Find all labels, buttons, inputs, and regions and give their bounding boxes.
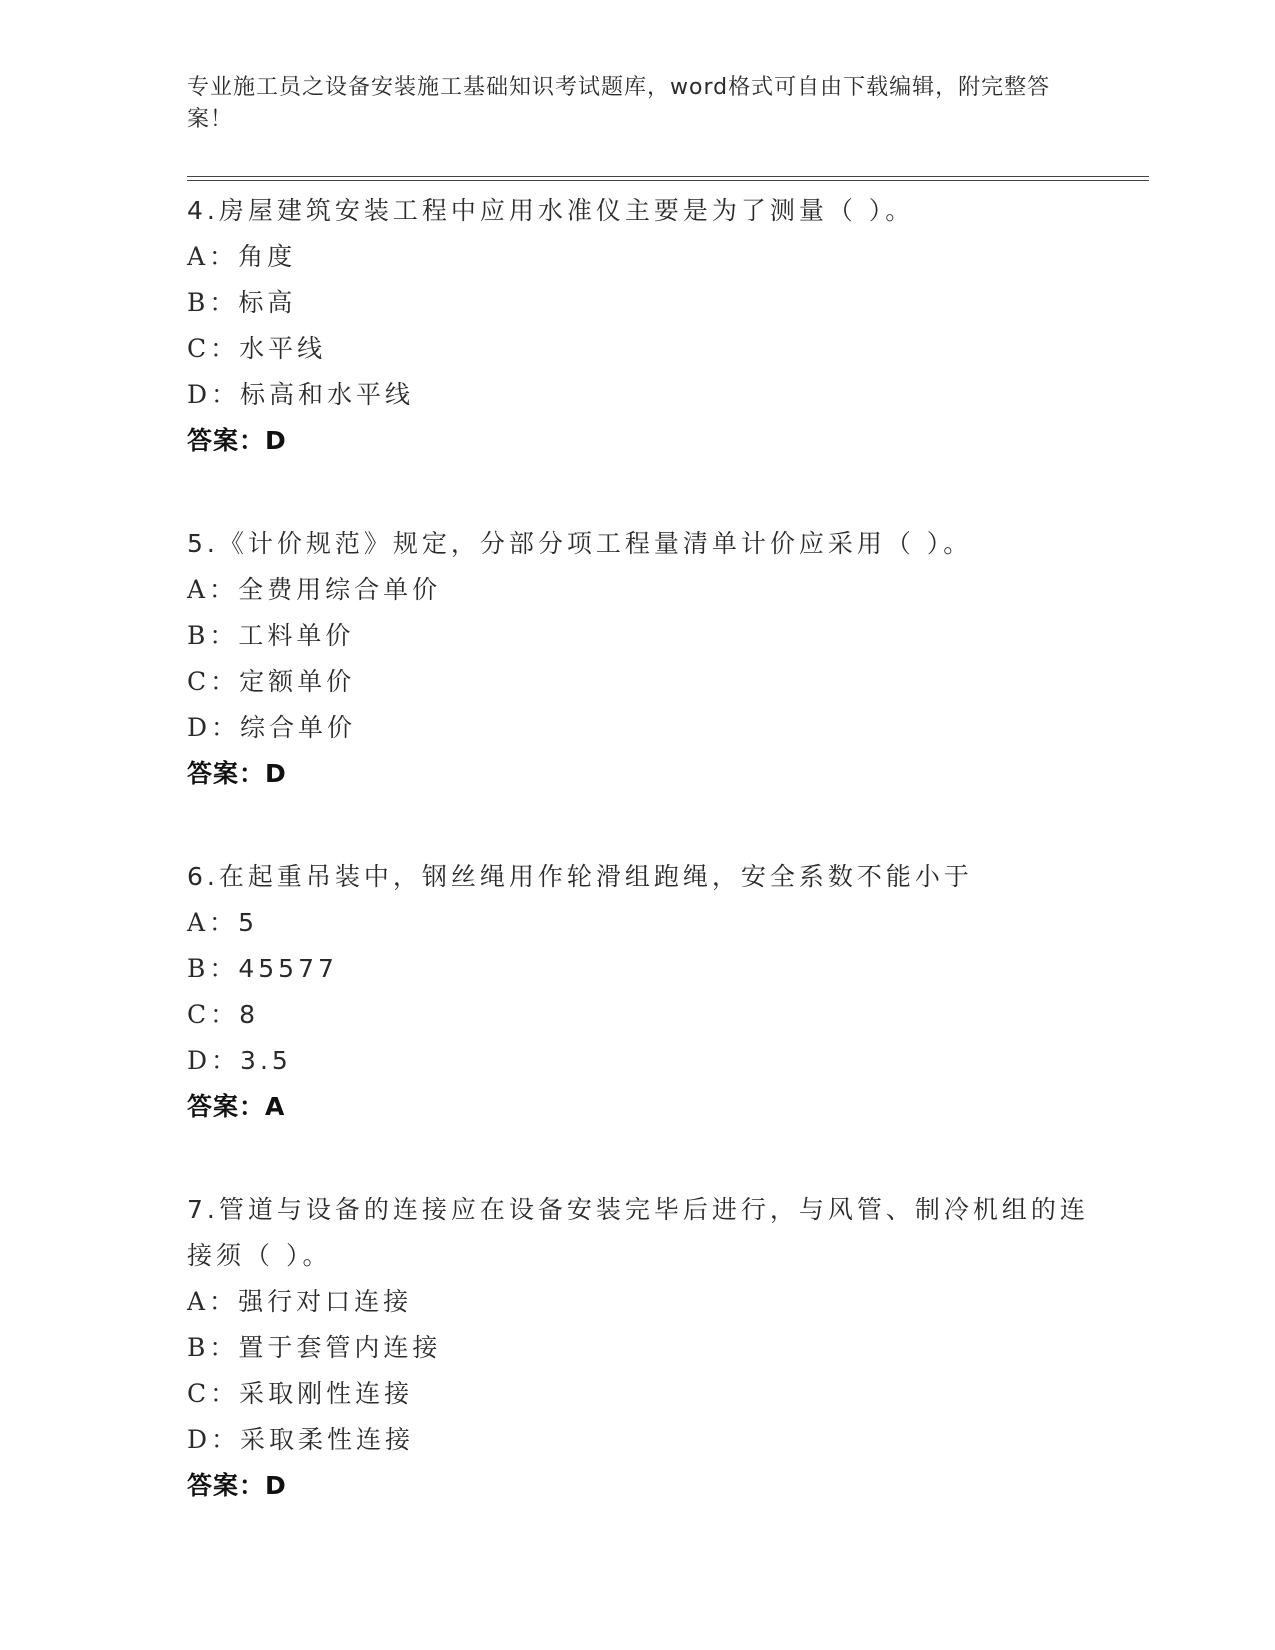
answer	[187, 751, 1107, 797]
option-b	[187, 946, 1107, 992]
option-key: B：	[187, 288, 239, 317]
question-title: 7.管道与设备的连接应在设备安装完毕后进行，与风管、制冷机组的连接须（ ）。	[187, 1195, 1089, 1270]
option-d	[187, 1038, 1107, 1084]
option-key: B：	[187, 621, 239, 650]
option-a	[187, 567, 1107, 613]
option-text: 标高和水平线	[240, 380, 415, 409]
option-c	[187, 1371, 1107, 1417]
option-key: D：	[187, 1425, 241, 1454]
option-text: 定额单价	[239, 667, 356, 696]
option-key: A：	[187, 575, 239, 604]
option-text: 水平线	[239, 334, 327, 363]
option-text: 全费用综合单价	[238, 575, 442, 604]
option-text: 5	[238, 908, 258, 937]
option-text: 置于套管内连接	[238, 1333, 442, 1362]
option-d	[187, 372, 1107, 418]
option-key: B：	[187, 954, 239, 983]
answer-value: A	[265, 1092, 286, 1121]
option-key: A：	[187, 242, 239, 271]
option-text: 3.5	[240, 1046, 292, 1075]
option-text: 8	[239, 1000, 260, 1029]
option-text: 45577	[238, 954, 338, 983]
option-text: 强行对口连接	[238, 1287, 413, 1316]
answer-value: D	[265, 1471, 287, 1500]
option-a	[187, 1279, 1107, 1325]
question-5	[187, 521, 1107, 797]
question-list	[187, 188, 1107, 1509]
option-text: 采取柔性连接	[240, 1425, 415, 1454]
option-a	[187, 234, 1107, 280]
answer	[187, 418, 1107, 464]
option-text: 采取刚性连接	[239, 1379, 414, 1408]
option-key: C：	[187, 1379, 240, 1408]
option-a	[187, 900, 1107, 946]
option-b	[187, 1325, 1107, 1371]
option-c	[187, 992, 1107, 1038]
answer-label: 答案：	[187, 1471, 266, 1500]
option-key: D：	[187, 713, 241, 742]
option-d	[187, 705, 1107, 751]
answer	[187, 1463, 1107, 1509]
question-title: 4.房屋建筑安装工程中应用水准仪主要是为了测量（ ）。	[187, 196, 915, 225]
option-key: C：	[187, 667, 240, 696]
option-key: D：	[187, 380, 241, 409]
option-key: A：	[187, 908, 239, 937]
option-key: C：	[187, 334, 240, 363]
question-6	[187, 854, 1107, 1130]
option-c	[187, 326, 1107, 372]
option-text: 工料单价	[238, 621, 355, 650]
answer-value: D	[265, 759, 287, 788]
option-text: 角度	[238, 242, 297, 271]
option-text: 标高	[238, 288, 297, 317]
answer	[187, 1084, 1107, 1130]
option-key: C：	[187, 1000, 240, 1029]
option-key: B：	[187, 1333, 239, 1362]
option-key: D：	[187, 1046, 241, 1075]
option-b	[187, 613, 1107, 659]
question-title: 5.《计价规范》规定，分部分项工程量清单计价应采用（ ）。	[187, 529, 973, 558]
answer-label: 答案：	[187, 426, 266, 455]
answer-value: D	[265, 426, 287, 455]
option-c	[187, 659, 1107, 705]
option-key: A：	[187, 1287, 239, 1316]
question-4	[187, 188, 1107, 464]
document-header: 专业施工员之设备安装施工基础知识考试题库，word格式可自由下载编辑，附完整答案！	[187, 75, 1051, 132]
question-7	[187, 1187, 1107, 1509]
header-divider	[187, 176, 1149, 181]
answer-label: 答案：	[187, 1092, 266, 1121]
question-title: 6.在起重吊装中，钢丝绳用作轮滑组跑绳，安全系数不能小于	[187, 862, 973, 891]
answer-label: 答案：	[187, 759, 266, 788]
option-d	[187, 1417, 1107, 1463]
option-text: 综合单价	[240, 713, 357, 742]
option-b	[187, 280, 1107, 326]
